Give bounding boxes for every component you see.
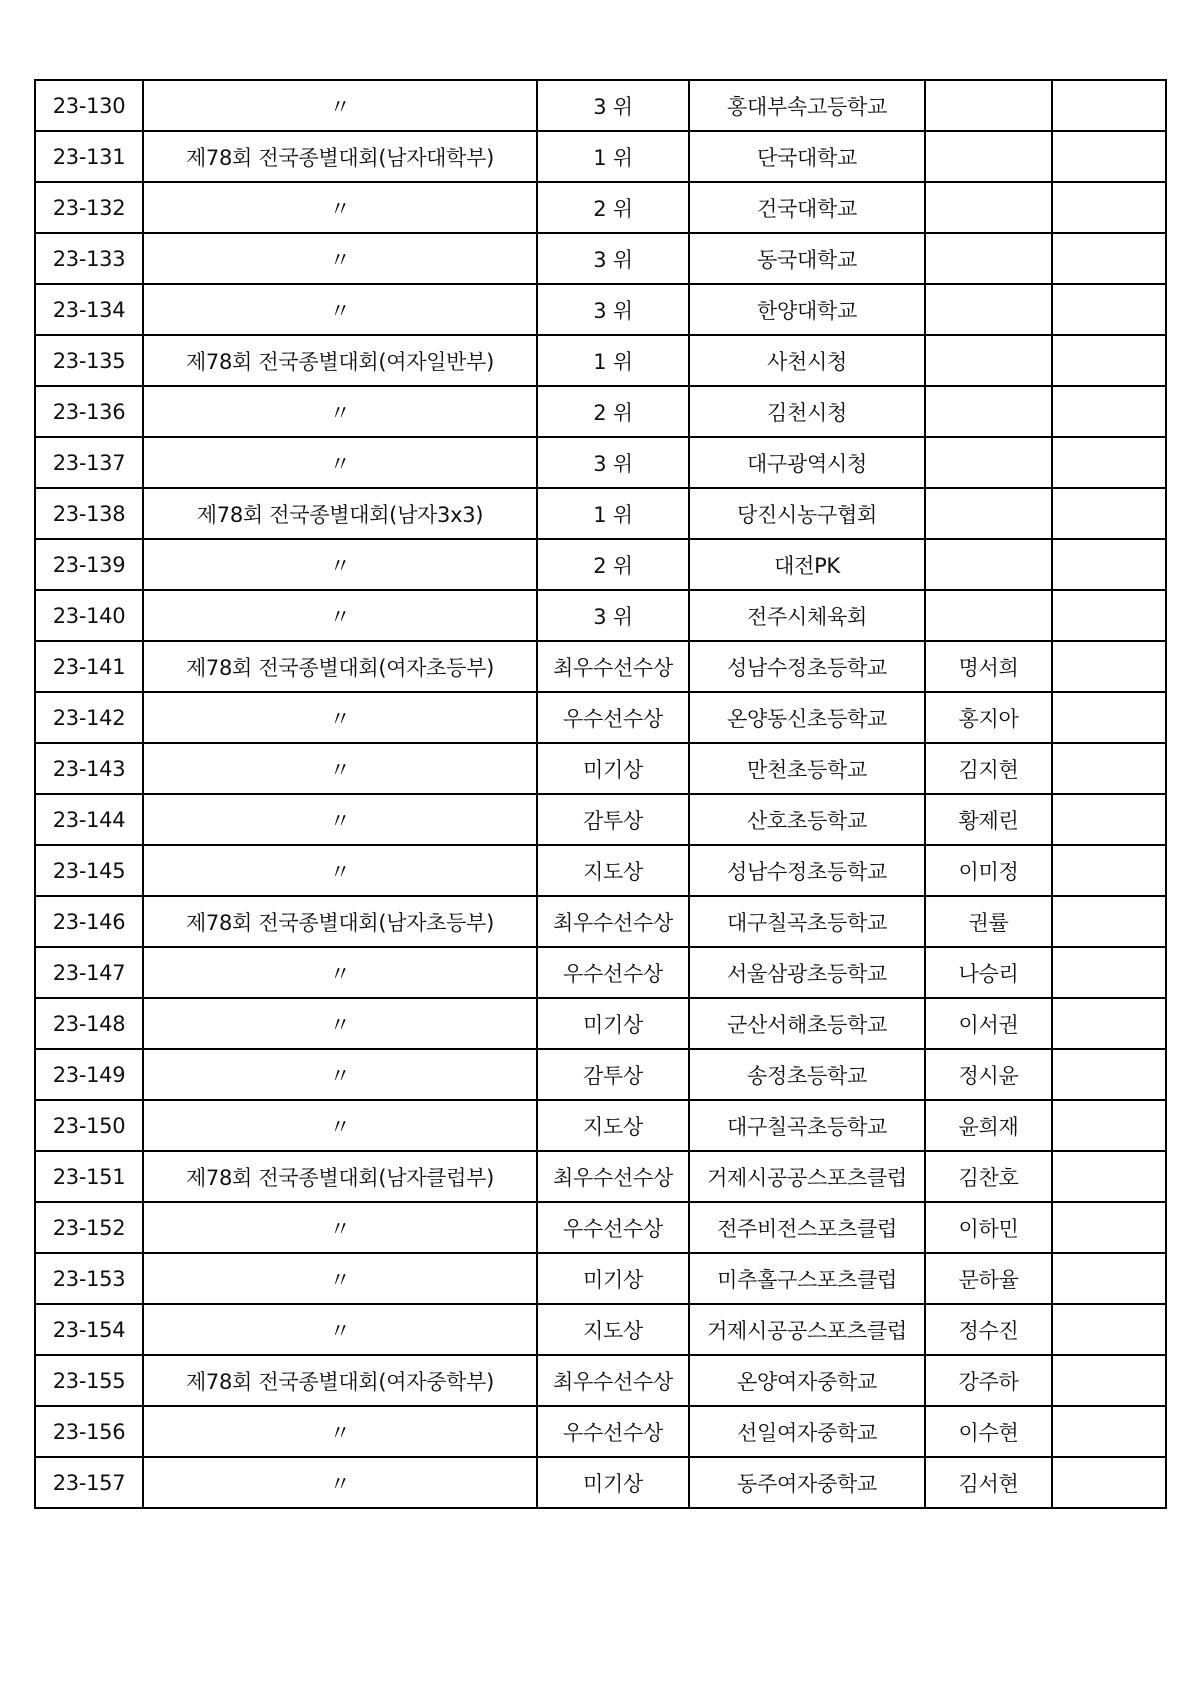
event-name-cell: 〃: [143, 1202, 537, 1253]
award-rank-cell: 지도상: [537, 845, 689, 896]
organization-cell: 송정초등학교: [689, 1049, 925, 1100]
event-name-cell: 제78회 전국종별대회(남자클럽부): [143, 1151, 537, 1202]
organization-cell: 온양여자중학교: [689, 1355, 925, 1406]
table-row: [35, 437, 1166, 488]
player-name-cell: 김지현: [925, 743, 1052, 794]
event-name-cell: 제78회 전국종별대회(여자초등부): [143, 641, 537, 692]
note-cell: [1052, 947, 1166, 998]
note-cell: [1052, 335, 1166, 386]
player-name-cell: 황제린: [925, 794, 1052, 845]
note-cell: [1052, 1406, 1166, 1457]
table-row: [35, 794, 1166, 845]
player-name-cell: 정시윤: [925, 1049, 1052, 1100]
note-cell: [1052, 1202, 1166, 1253]
award-rank-cell: 3 위: [537, 233, 689, 284]
organization-cell: 군산서해초등학교: [689, 998, 925, 1049]
player-name-cell: [925, 233, 1052, 284]
organization-cell: 건국대학교: [689, 182, 925, 233]
cert-number-cell: 23-150: [35, 1100, 143, 1151]
organization-cell: 한양대학교: [689, 284, 925, 335]
event-name-cell: 〃: [143, 794, 537, 845]
table-row: [35, 1100, 1166, 1151]
table-row: [35, 80, 1166, 131]
table-row: [35, 1355, 1166, 1406]
cert-number-cell: 23-143: [35, 743, 143, 794]
award-rank-cell: 3 위: [537, 284, 689, 335]
event-name-cell: 〃: [143, 1304, 537, 1355]
cert-number-cell: 23-138: [35, 488, 143, 539]
table-row: [35, 131, 1166, 182]
note-cell: [1052, 80, 1166, 131]
award-rank-cell: 우수선수상: [537, 1202, 689, 1253]
cert-number-cell: 23-132: [35, 182, 143, 233]
cert-number-cell: 23-153: [35, 1253, 143, 1304]
event-name-cell: 제78회 전국종별대회(여자중학부): [143, 1355, 537, 1406]
note-cell: [1052, 131, 1166, 182]
player-name-cell: 문하율: [925, 1253, 1052, 1304]
table-row: [35, 539, 1166, 590]
organization-cell: 만천초등학교: [689, 743, 925, 794]
organization-cell: 동주여자중학교: [689, 1457, 925, 1508]
award-table-body: [35, 80, 1166, 1508]
player-name-cell: [925, 80, 1052, 131]
player-name-cell: [925, 590, 1052, 641]
event-name-cell: 〃: [143, 998, 537, 1049]
award-rank-cell: 우수선수상: [537, 1406, 689, 1457]
organization-cell: 단국대학교: [689, 131, 925, 182]
cert-number-cell: 23-133: [35, 233, 143, 284]
organization-cell: 김천시청: [689, 386, 925, 437]
event-name-cell: 〃: [143, 1406, 537, 1457]
note-cell: [1052, 896, 1166, 947]
organization-cell: 미추홀구스포츠클럽: [689, 1253, 925, 1304]
award-rank-cell: 지도상: [537, 1304, 689, 1355]
organization-cell: 성남수정초등학교: [689, 641, 925, 692]
table-row: [35, 641, 1166, 692]
table-row: [35, 998, 1166, 1049]
cert-number-cell: 23-135: [35, 335, 143, 386]
note-cell: [1052, 1049, 1166, 1100]
note-cell: [1052, 1151, 1166, 1202]
cert-number-cell: 23-141: [35, 641, 143, 692]
note-cell: [1052, 488, 1166, 539]
table-row: [35, 182, 1166, 233]
organization-cell: 선일여자중학교: [689, 1406, 925, 1457]
event-name-cell: 제78회 전국종별대회(여자일반부): [143, 335, 537, 386]
event-name-cell: 〃: [143, 590, 537, 641]
cert-number-cell: 23-148: [35, 998, 143, 1049]
cert-number-cell: 23-136: [35, 386, 143, 437]
table-row: [35, 896, 1166, 947]
event-name-cell: 〃: [143, 539, 537, 590]
note-cell: [1052, 284, 1166, 335]
cert-number-cell: 23-156: [35, 1406, 143, 1457]
organization-cell: 산호초등학교: [689, 794, 925, 845]
player-name-cell: 홍지아: [925, 692, 1052, 743]
note-cell: [1052, 692, 1166, 743]
cert-number-cell: 23-139: [35, 539, 143, 590]
note-cell: [1052, 641, 1166, 692]
player-name-cell: [925, 131, 1052, 182]
award-rank-cell: 3 위: [537, 80, 689, 131]
cert-number-cell: 23-154: [35, 1304, 143, 1355]
cert-number-cell: 23-155: [35, 1355, 143, 1406]
award-rank-cell: 최우수선수상: [537, 1151, 689, 1202]
cert-number-cell: 23-145: [35, 845, 143, 896]
note-cell: [1052, 1457, 1166, 1508]
award-table: [34, 79, 1167, 1509]
player-name-cell: 강주하: [925, 1355, 1052, 1406]
event-name-cell: 〃: [143, 182, 537, 233]
organization-cell: 대전PK: [689, 539, 925, 590]
cert-number-cell: 23-140: [35, 590, 143, 641]
table-row: [35, 1202, 1166, 1253]
event-name-cell: 〃: [143, 437, 537, 488]
award-rank-cell: 최우수선수상: [537, 641, 689, 692]
cert-number-cell: 23-144: [35, 794, 143, 845]
table-row: [35, 386, 1166, 437]
note-cell: [1052, 998, 1166, 1049]
cert-number-cell: 23-149: [35, 1049, 143, 1100]
organization-cell: 전주시체육회: [689, 590, 925, 641]
table-row: [35, 488, 1166, 539]
table-row: [35, 743, 1166, 794]
award-rank-cell: 미기상: [537, 1253, 689, 1304]
event-name-cell: 〃: [143, 692, 537, 743]
table-row: [35, 233, 1166, 284]
organization-cell: 온양동신초등학교: [689, 692, 925, 743]
event-name-cell: 〃: [143, 743, 537, 794]
player-name-cell: 이미정: [925, 845, 1052, 896]
organization-cell: 대구광역시청: [689, 437, 925, 488]
table-row: [35, 1304, 1166, 1355]
note-cell: [1052, 539, 1166, 590]
cert-number-cell: 23-151: [35, 1151, 143, 1202]
event-name-cell: 〃: [143, 386, 537, 437]
event-name-cell: 〃: [143, 1100, 537, 1151]
organization-cell: 사천시청: [689, 335, 925, 386]
award-rank-cell: 2 위: [537, 386, 689, 437]
table-row: [35, 1049, 1166, 1100]
player-name-cell: [925, 335, 1052, 386]
award-rank-cell: 미기상: [537, 743, 689, 794]
player-name-cell: [925, 284, 1052, 335]
event-name-cell: 〃: [143, 233, 537, 284]
cert-number-cell: 23-134: [35, 284, 143, 335]
note-cell: [1052, 845, 1166, 896]
award-rank-cell: 3 위: [537, 437, 689, 488]
table-row: [35, 692, 1166, 743]
table-row: [35, 947, 1166, 998]
event-name-cell: 제78회 전국종별대회(남자초등부): [143, 896, 537, 947]
award-rank-cell: 최우수선수상: [537, 896, 689, 947]
award-rank-cell: 지도상: [537, 1100, 689, 1151]
award-rank-cell: 감투상: [537, 1049, 689, 1100]
player-name-cell: [925, 539, 1052, 590]
organization-cell: 성남수정초등학교: [689, 845, 925, 896]
event-name-cell: 〃: [143, 1253, 537, 1304]
organization-cell: 동국대학교: [689, 233, 925, 284]
player-name-cell: 김찬호: [925, 1151, 1052, 1202]
cert-number-cell: 23-137: [35, 437, 143, 488]
event-name-cell: 〃: [143, 1049, 537, 1100]
award-rank-cell: 3 위: [537, 590, 689, 641]
organization-cell: 서울삼광초등학교: [689, 947, 925, 998]
note-cell: [1052, 233, 1166, 284]
award-rank-cell: 미기상: [537, 998, 689, 1049]
note-cell: [1052, 182, 1166, 233]
player-name-cell: 김서현: [925, 1457, 1052, 1508]
award-rank-cell: 최우수선수상: [537, 1355, 689, 1406]
award-rank-cell: 1 위: [537, 488, 689, 539]
player-name-cell: 이수현: [925, 1406, 1052, 1457]
organization-cell: 당진시농구협회: [689, 488, 925, 539]
table-row: [35, 284, 1166, 335]
table-row: [35, 1253, 1166, 1304]
player-name-cell: [925, 182, 1052, 233]
award-rank-cell: 2 위: [537, 539, 689, 590]
award-rank-cell: 2 위: [537, 182, 689, 233]
event-name-cell: 제78회 전국종별대회(남자3x3): [143, 488, 537, 539]
table-row: [35, 335, 1166, 386]
award-rank-cell: 1 위: [537, 131, 689, 182]
note-cell: [1052, 1304, 1166, 1355]
organization-cell: 거제시공공스포츠클럽: [689, 1151, 925, 1202]
award-rank-cell: 1 위: [537, 335, 689, 386]
cert-number-cell: 23-152: [35, 1202, 143, 1253]
player-name-cell: 나승리: [925, 947, 1052, 998]
table-row: [35, 1151, 1166, 1202]
note-cell: [1052, 590, 1166, 641]
player-name-cell: [925, 488, 1052, 539]
player-name-cell: 이서권: [925, 998, 1052, 1049]
player-name-cell: 정수진: [925, 1304, 1052, 1355]
table-row: [35, 590, 1166, 641]
note-cell: [1052, 794, 1166, 845]
award-rank-cell: 감투상: [537, 794, 689, 845]
player-name-cell: [925, 386, 1052, 437]
cert-number-cell: 23-142: [35, 692, 143, 743]
note-cell: [1052, 437, 1166, 488]
organization-cell: 전주비전스포츠클럽: [689, 1202, 925, 1253]
table-row: [35, 1457, 1166, 1508]
organization-cell: 홍대부속고등학교: [689, 80, 925, 131]
player-name-cell: 윤희재: [925, 1100, 1052, 1151]
event-name-cell: 〃: [143, 947, 537, 998]
award-rank-cell: 미기상: [537, 1457, 689, 1508]
note-cell: [1052, 1355, 1166, 1406]
event-name-cell: 〃: [143, 845, 537, 896]
event-name-cell: 〃: [143, 1457, 537, 1508]
event-name-cell: 〃: [143, 80, 537, 131]
player-name-cell: 명서희: [925, 641, 1052, 692]
table-row: [35, 1406, 1166, 1457]
note-cell: [1052, 1253, 1166, 1304]
cert-number-cell: 23-146: [35, 896, 143, 947]
note-cell: [1052, 743, 1166, 794]
event-name-cell: 제78회 전국종별대회(남자대학부): [143, 131, 537, 182]
organization-cell: 대구칠곡초등학교: [689, 1100, 925, 1151]
cert-number-cell: 23-147: [35, 947, 143, 998]
organization-cell: 거제시공공스포츠클럽: [689, 1304, 925, 1355]
player-name-cell: [925, 437, 1052, 488]
player-name-cell: 이하민: [925, 1202, 1052, 1253]
award-rank-cell: 우수선수상: [537, 692, 689, 743]
organization-cell: 대구칠곡초등학교: [689, 896, 925, 947]
cert-number-cell: 23-157: [35, 1457, 143, 1508]
award-rank-cell: 우수선수상: [537, 947, 689, 998]
cert-number-cell: 23-130: [35, 80, 143, 131]
note-cell: [1052, 1100, 1166, 1151]
note-cell: [1052, 386, 1166, 437]
cert-number-cell: 23-131: [35, 131, 143, 182]
event-name-cell: 〃: [143, 284, 537, 335]
table-row: [35, 845, 1166, 896]
player-name-cell: 권률: [925, 896, 1052, 947]
